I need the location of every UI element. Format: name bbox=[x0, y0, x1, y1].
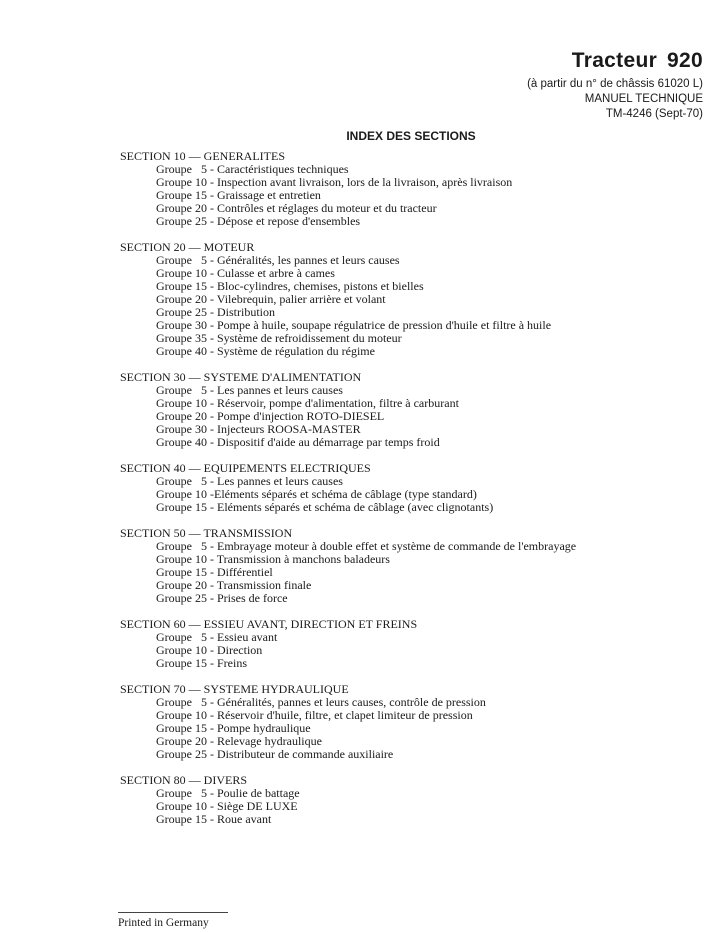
group-entry: Groupe 5 - Embrayage moteur à double effet et système de commande de l'embrayage bbox=[156, 539, 577, 553]
group-entry: Groupe 20 - Vilebrequin, palier arrière et volant bbox=[156, 292, 386, 306]
group-entry: Groupe 15 - Freins bbox=[156, 656, 247, 670]
group-entry: Groupe 15 - Différentiel bbox=[156, 565, 273, 579]
group-entry: Groupe 40 - Dispositif d'aide au démarrage par temps froid bbox=[156, 435, 440, 449]
group-entry: Groupe 10 - Direction bbox=[156, 643, 263, 657]
index-title-text: INDEX DES SECTIONS bbox=[346, 129, 476, 143]
group-entry: Groupe 5 - Généralités, les pannes et leurs causes bbox=[156, 253, 400, 267]
group-entry: Groupe 15 - Eléments séparés et schéma de câblage (avec clignotants) bbox=[156, 500, 494, 514]
manual-label: MANUEL TECHNIQUE bbox=[584, 93, 703, 105]
group-entry: Groupe 10 - Transmission à manchons baladeurs bbox=[156, 552, 390, 566]
document-header bbox=[527, 48, 703, 122]
section-block bbox=[120, 617, 710, 670]
section-heading: SECTION 30 — SYSTEME D'ALIMENTATION bbox=[120, 370, 362, 384]
group-entry: Groupe 10 - Réservoir d'huile, filtre, et clapet limiteur de pression bbox=[156, 708, 473, 722]
manual-reference: TM-4246 (Sept-70) bbox=[605, 108, 703, 120]
group-entry: Groupe 10 -Eléments séparés et schéma de câblage (type standard) bbox=[156, 487, 477, 501]
group-entry: Groupe 20 - Pompe d'injection ROTO-DIESEL bbox=[156, 409, 385, 423]
section-heading: SECTION 80 — DIVERS bbox=[120, 773, 248, 787]
section-heading: SECTION 10 — GENERALITES bbox=[120, 149, 285, 163]
group-entry: Groupe 35 - Système de refroidissement du moteur bbox=[156, 331, 402, 345]
group-entry: Groupe 15 - Graissage et entretien bbox=[156, 188, 321, 202]
section-heading: SECTION 70 — SYSTEME HYDRAULIQUE bbox=[120, 682, 349, 696]
group-entry: Groupe 30 - Injecteurs ROOSA-MASTER bbox=[156, 422, 361, 436]
section-block bbox=[120, 370, 710, 449]
section-block bbox=[120, 240, 710, 358]
section-block bbox=[120, 461, 710, 514]
group-entry: Groupe 10 - Culasse et arbre à cames bbox=[156, 266, 335, 280]
section-heading: SECTION 20 — MOTEUR bbox=[120, 240, 255, 254]
document-title bbox=[527, 48, 703, 74]
section-index bbox=[120, 149, 710, 838]
group-entry: Groupe 25 - Prises de force bbox=[156, 591, 288, 605]
footer-printed: Printed in Germany bbox=[118, 917, 209, 929]
title-text: Tracteur bbox=[571, 49, 658, 72]
group-entry: Groupe 15 - Roue avant bbox=[156, 812, 272, 826]
section-heading: SECTION 60 — ESSIEU AVANT, DIRECTION ET FREINS bbox=[120, 617, 418, 631]
footer-divider bbox=[118, 912, 228, 913]
group-entry: Groupe 5 - Poulie de battage bbox=[156, 786, 300, 800]
section-block bbox=[120, 682, 710, 761]
group-entry: Groupe 5 - Généralités, pannes et leurs causes, contrôle de pression bbox=[156, 695, 486, 709]
serial-note: (à partir du n° de châssis 61020 L) bbox=[527, 78, 703, 90]
section-block bbox=[120, 526, 710, 605]
group-entry: Groupe 25 - Dépose et repose d'ensembles bbox=[156, 214, 361, 228]
section-heading: SECTION 40 — EQUIPEMENTS ELECTRIQUES bbox=[120, 461, 371, 475]
group-entry: Groupe 25 - Distributeur de commande auxiliaire bbox=[156, 747, 394, 761]
section-block bbox=[120, 773, 710, 826]
group-entry: Groupe 15 - Pompe hydraulique bbox=[156, 721, 311, 735]
group-entry: Groupe 20 - Transmission finale bbox=[156, 578, 312, 592]
group-entry: Groupe 10 - Siège DE LUXE bbox=[156, 799, 298, 813]
group-entry: Groupe 5 - Caractéristiques techniques bbox=[156, 162, 349, 176]
group-entry: Groupe 40 - Système de régulation du régime bbox=[156, 344, 375, 358]
group-entry: Groupe 10 - Réservoir, pompe d'alimentation, filtre à carburant bbox=[156, 396, 459, 410]
group-entry: Groupe 5 - Les pannes et leurs causes bbox=[156, 383, 343, 397]
section-block bbox=[120, 149, 710, 228]
group-entry: Groupe 15 - Bloc-cylindres, chemises, pistons et bielles bbox=[156, 279, 424, 293]
group-entry: Groupe 10 - Inspection avant livraison, lors de la livraison, après livraison bbox=[156, 175, 513, 189]
index-title bbox=[0, 129, 717, 143]
group-entry: Groupe 30 - Pompe à huile, soupape régulatrice de pression d'huile et filtre à huile bbox=[156, 318, 552, 332]
group-entry: Groupe 20 - Relevage hydraulique bbox=[156, 734, 322, 748]
group-entry: Groupe 20 - Contrôles et réglages du moteur et du tracteur bbox=[156, 201, 437, 215]
model-number: 920 bbox=[667, 49, 703, 72]
section-heading: SECTION 50 — TRANSMISSION bbox=[120, 526, 293, 540]
group-entry: Groupe 25 - Distribution bbox=[156, 305, 275, 319]
group-entry: Groupe 5 - Essieu avant bbox=[156, 630, 278, 644]
group-entry: Groupe 5 - Les pannes et leurs causes bbox=[156, 474, 343, 488]
